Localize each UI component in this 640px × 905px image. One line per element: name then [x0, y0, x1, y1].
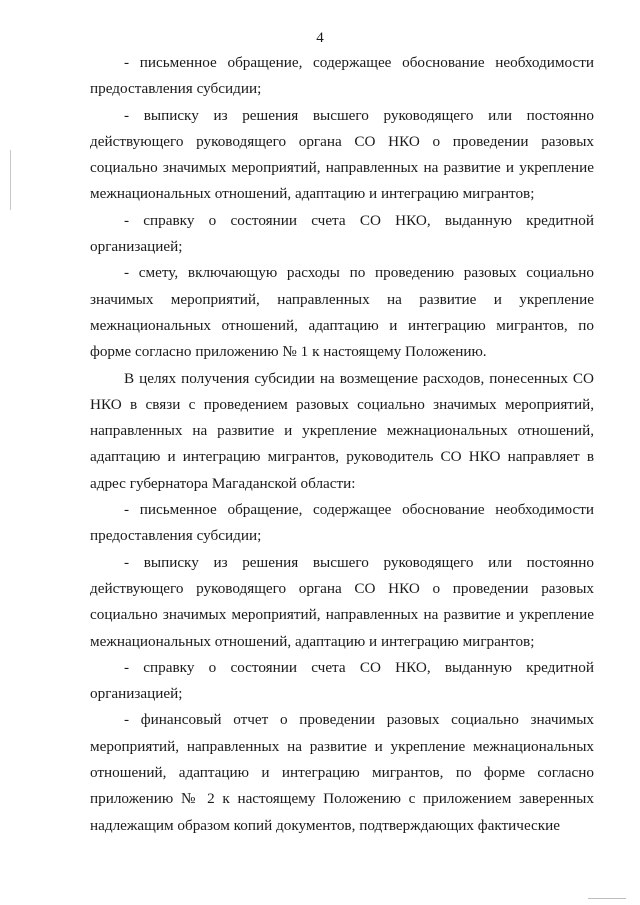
scan-corner-mark	[588, 898, 626, 899]
document-body	[90, 50, 594, 839]
scan-margin-mark	[10, 150, 11, 210]
paragraph-financial-report: - финансовый отчет о проведении разовых социально значимых мероприятий, направленных на развитие и укрепление межнациональных отношений, адаптацию и интеграцию мигрантов, по форме согласно приложению № 2 к настоящему Положению с приложением заверенных надлежащим образом копий документов, подтверждающих фактические	[90, 711, 594, 834]
paragraph-extract-1: - выписку из решения высшего руководящего или постоянно действующего руководящего органа СО НКО о проведении разовых социально значимых мероприятий, направленных на развитие и укрепление межнациональных отношений, адаптацию и интеграцию мигрантов;	[90, 106, 594, 203]
paragraph-bank-statement-2: - справку о состоянии счета СО НКО, выданную кредитной организацией;	[90, 658, 594, 703]
paragraph-reimbursement-intro: В целях получения субсидии на возмещение расходов, понесенных СО НКО в связи с проведением разовых социально значимых мероприятий, направленных на развитие и укрепление межнациональных отношений, адаптацию и интеграцию мигрантов, руководитель СО НКО направляет в адрес губернатора Магаданской области:	[90, 369, 594, 492]
paragraph-extract-2: - выписку из решения высшего руководящего или постоянно действующего руководящего органа СО НКО о проведении разовых социально значимых мероприятий, направленных на развитие и укрепление межнациональных отношений, адаптацию и интеграцию мигрантов;	[90, 553, 594, 650]
paragraph-appeal-2: - письменное обращение, содержащее обоснование необходимости предоставления субсидии;	[90, 501, 594, 545]
paragraph-appeal-1: - письменное обращение, содержащее обоснование необходимости предоставления субсидии;	[90, 54, 594, 98]
paragraph-estimate: - смету, включающую расходы по проведению разовых социально значимых мероприятий, направленных на развитие и укрепление межнациональных отношений, адаптацию и интеграцию мигрантов, по форме согласно приложению № 1 к настоящему Положению.	[90, 264, 594, 361]
paragraph-bank-statement-1: - справку о состоянии счета СО НКО, выданную кредитной организацией;	[90, 211, 594, 256]
page-number: 4	[316, 30, 324, 46]
